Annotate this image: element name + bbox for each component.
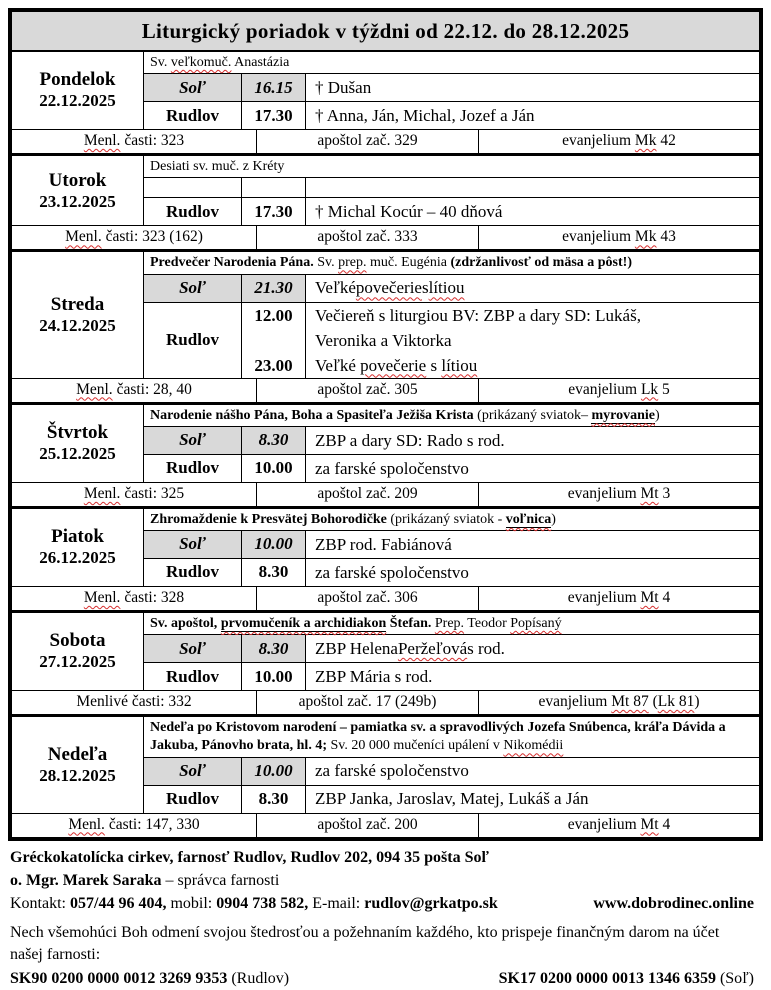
propers-row	[12, 378, 759, 402]
liturgical-schedule-table	[8, 8, 763, 841]
feast-line: Sv. veľkomuč. Anastázia	[144, 52, 759, 74]
intention-cell	[306, 178, 759, 197]
time-cell: 12.00 23.00	[242, 303, 306, 378]
time-cell: 8.30	[242, 427, 306, 454]
place-cell: Rudlov	[144, 663, 242, 690]
day-name: Piatok	[51, 526, 104, 548]
evanjelium: evanjelium Mt 3	[567, 484, 671, 502]
day-name: Sobota	[49, 630, 106, 652]
day-section-nedela	[12, 717, 759, 836]
propers-row	[12, 813, 759, 837]
feast-line: Desiati sv. muč. z Kréty	[144, 156, 759, 178]
day-name: Nedeľa	[47, 743, 108, 765]
intention-cell: † Michal Kocúr – 40 dňová	[315, 202, 503, 222]
place-cell: Rudlov	[144, 455, 242, 482]
apostol-zacalo: apoštol zač. 333	[257, 226, 479, 249]
service-row	[144, 275, 759, 303]
day-section-streda	[12, 252, 759, 404]
menlive-casti: Menl. časti: 323 (162)	[12, 226, 257, 249]
menlive-casti: Menlivé časti: 332	[12, 691, 257, 714]
day-section-pondelok	[12, 52, 759, 156]
service-row	[144, 559, 759, 586]
time-cell: 8.30	[242, 635, 306, 662]
day-date: 24.12.2025	[39, 315, 116, 335]
donation-note: Nech všemohúci Boh odmení svojou štedrosťou a požehnaním každého, kto prispeje finančným darom na účet našej farnosti:	[10, 923, 720, 963]
evanjelium: evanjelium Mt 4	[567, 815, 671, 833]
place-cell: Soľ	[144, 531, 242, 558]
place-cell: Soľ	[144, 758, 242, 785]
day-name: Štvrtok	[46, 422, 109, 444]
feast-line: Zhromaždenie k Presvätej Bohorodičke (prikázaný sviatok - voľnica)	[144, 509, 759, 531]
time-cell: 10.00	[242, 455, 306, 482]
time-cell: 8.30	[242, 559, 306, 586]
apostol-zacalo: apoštol zač. 209	[257, 483, 479, 506]
time-cell: 21.30	[242, 275, 306, 302]
day-date: 27.12.2025	[39, 652, 116, 672]
time-cell: 10.00	[242, 758, 306, 785]
place-cell: Rudlov	[144, 786, 242, 813]
day-section-piatok	[12, 509, 759, 613]
intention-cell: ZBP rod. Fabiánová	[315, 534, 452, 554]
day-label	[12, 509, 144, 586]
day-date: 28.12.2025	[39, 765, 116, 785]
service-row	[144, 198, 759, 225]
feast-line: Sv. apoštol, prvomučeník a archidiakon Štefan. Prep. Teodor Popísaný	[144, 613, 759, 635]
place-cell: Soľ	[144, 427, 242, 454]
parish-name-line: Gréckokatolícka cirkev, farnosť Rudlov, Rudlov 202, 094 35 pošta Soľ	[10, 848, 489, 866]
evanjelium: evanjelium Mt 4	[567, 588, 671, 606]
apostol-zacalo: apoštol zač. 329	[257, 130, 479, 153]
day-section-stvrtok	[12, 405, 759, 509]
menlive-casti: Menl. časti: 28, 40	[12, 379, 257, 402]
day-name: Pondelok	[39, 69, 116, 91]
propers-row	[12, 586, 759, 610]
menlive-casti: Menl. časti: 323	[12, 130, 257, 153]
place-cell: Rudlov	[144, 198, 242, 225]
contact-line	[10, 892, 754, 915]
intention-cell: ZBP a dary SD: Rado s rod.	[315, 430, 505, 450]
place-cell: Soľ	[144, 635, 242, 662]
time-cell: 17.30	[242, 102, 306, 129]
service-row	[144, 531, 759, 559]
intention-cell: za farské spoločenstvo	[315, 458, 469, 478]
day-date: 23.12.2025	[39, 191, 116, 211]
service-row	[144, 786, 759, 813]
day-label	[12, 613, 144, 690]
day-section-sobota	[12, 613, 759, 717]
day-name: Utorok	[48, 169, 107, 191]
service-row-multi	[144, 303, 759, 378]
intention-cell: † Dušan	[315, 78, 372, 98]
evanjelium: evanjelium Mt 87 (Lk 81)	[538, 693, 700, 711]
time-cell	[242, 178, 306, 197]
place-cell	[144, 178, 242, 197]
time-cell: 16.15	[242, 74, 306, 101]
intention-cell: Veľké povečerie s lítiou	[315, 278, 465, 298]
feast-line: Narodenie nášho Pána, Boha a Spasiteľa Ježiša Krista (prikázaný sviatok– myrovanie)	[144, 405, 759, 427]
propers-row	[12, 482, 759, 506]
service-row	[144, 427, 759, 455]
propers-row	[12, 129, 759, 153]
intention-cell: ZBP Mária s rod.	[315, 667, 433, 686]
intention-cell: ZBP Helena Peržeľová s rod.	[315, 639, 505, 658]
administrator-line: o. Mgr. Marek Saraka – správca farnosti	[10, 871, 280, 889]
intention-cell: † Anna, Ján, Michal, Jozef a Ján	[315, 106, 535, 126]
place-cell: Rudlov	[144, 102, 242, 129]
propers-row	[12, 225, 759, 249]
menlive-casti: Menl. časti: 147, 330	[12, 814, 257, 837]
bank-accounts-line	[10, 967, 754, 990]
time-cell: 8.30	[242, 786, 306, 813]
day-label	[12, 252, 144, 377]
day-label	[12, 52, 144, 129]
iban-sol: SK17 0200 0000 0013 1346 6359 (Soľ)	[498, 969, 754, 987]
apostol-zacalo: apoštol zač. 305	[257, 379, 479, 402]
day-date: 22.12.2025	[39, 91, 116, 111]
service-row	[144, 455, 759, 482]
day-label	[12, 405, 144, 482]
time-cell: 10.00	[242, 663, 306, 690]
menlive-casti: Menl. časti: 325	[12, 483, 257, 506]
service-row-empty	[144, 178, 759, 198]
place-cell: Rudlov	[144, 559, 242, 586]
place-cell: Rudlov	[144, 303, 242, 378]
menlive-casti: Menl. časti: 328	[12, 587, 257, 610]
day-section-utorok	[12, 156, 759, 252]
place-cell: Soľ	[144, 275, 242, 302]
intention-cell: ZBP Janka, Jaroslav, Matej, Lukáš a Ján	[315, 789, 589, 809]
time-cell: 10.00	[242, 531, 306, 558]
service-row	[144, 635, 759, 663]
contact-details: Kontakt: 057/44 96 404, mobil: 0904 738 582, E-mail: rudlov@grkatpo.sk	[10, 894, 498, 912]
evanjelium: evanjelium Lk 5	[568, 380, 670, 398]
intention-cell: za farské spoločenstvo	[315, 562, 469, 582]
day-date: 26.12.2025	[39, 548, 116, 568]
day-date: 25.12.2025	[39, 443, 116, 463]
propers-row	[12, 690, 759, 714]
day-name: Streda	[50, 293, 105, 315]
feast-line: Predvečer Narodenia Pána. Sv. prep. muč. Eugénia (zdržanlivosť od mäsa a pôst!)	[144, 252, 759, 274]
iban-rudlov: SK90 0200 0000 0012 3269 9353 (Rudlov)	[10, 969, 290, 987]
evanjelium: evanjelium Mk 42	[562, 132, 676, 150]
service-row	[144, 74, 759, 102]
website-text: www.dobrodinec.online	[593, 894, 754, 912]
service-row	[144, 102, 759, 129]
apostol-zacalo: apoštol zač. 17 (249b)	[257, 691, 479, 714]
apostol-zacalo: apoštol zač. 306	[257, 587, 479, 610]
parish-info-footer	[8, 841, 763, 990]
time-cell: 17.30	[242, 198, 306, 225]
intention-cell: Večiereň s liturgiou BV: ZBP a dary SD: Lukáš, Veronika a Viktorka Veľké povečerie s lítiou	[315, 305, 641, 375]
service-row	[144, 758, 759, 786]
feast-line: Nedeľa po Kristovom narodení – pamiatka sv. a spravodlivých Jozefa Snúbenca, kráľa Dávida a Jakuba, Pánovho brata, hl. 4; Sv. 20 000 mučeníci upálení v Nikomédii	[144, 717, 759, 757]
apostol-zacalo: apoštol zač. 200	[257, 814, 479, 837]
page-title: Liturgický poriadok v týždni od 22.12. do 28.12.2025	[12, 12, 759, 52]
evanjelium: evanjelium Mk 43	[562, 228, 676, 246]
intention-cell: za farské spoločenstvo	[315, 761, 469, 781]
day-label	[12, 156, 144, 225]
day-label	[12, 717, 144, 812]
service-row	[144, 663, 759, 690]
place-cell: Soľ	[144, 74, 242, 101]
